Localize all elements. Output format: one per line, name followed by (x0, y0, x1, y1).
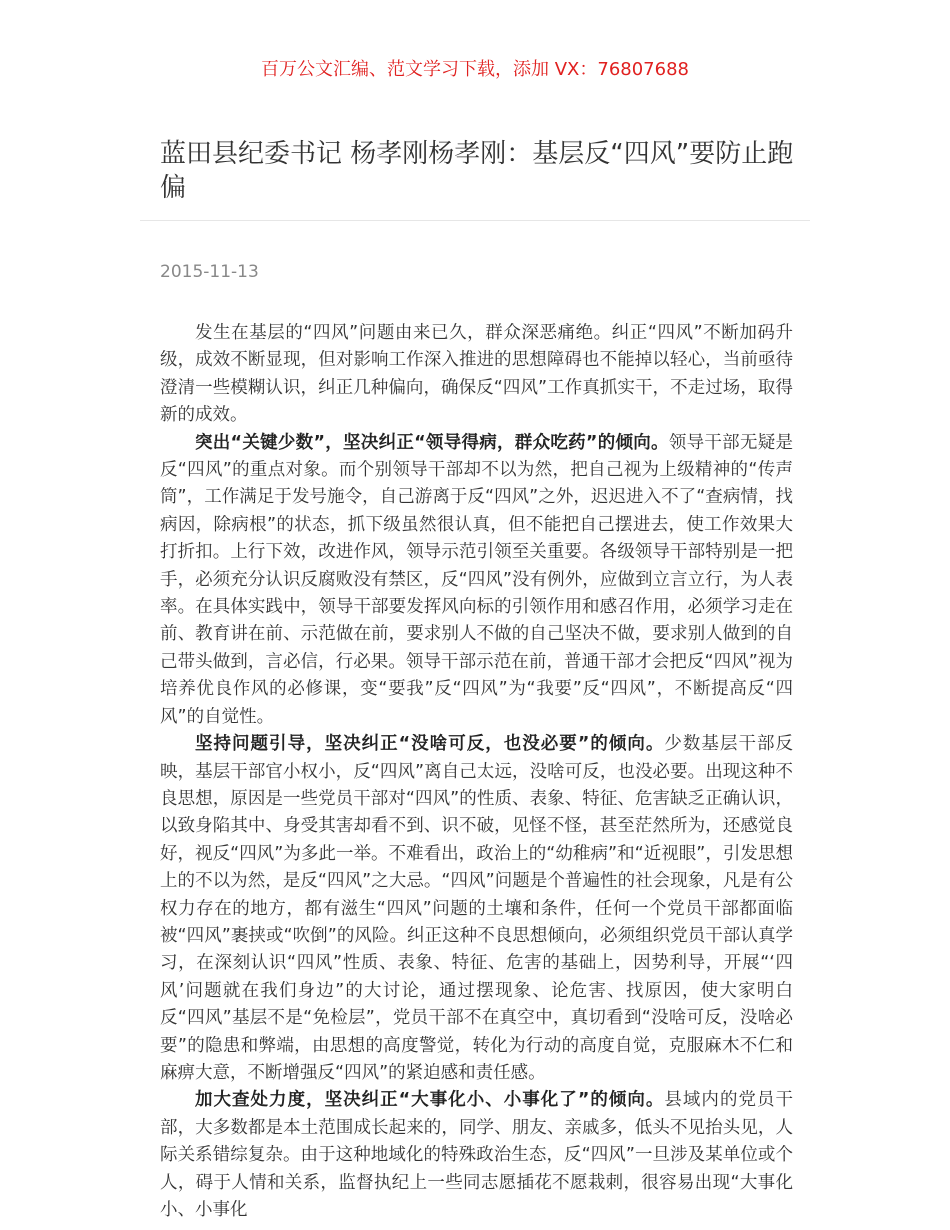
paragraph-text: 县域内的党员干部，大多数都是本土范围成长起来的，同学、朋友、亲戚多，低头不见抬头见，人际关系错综复杂。由于这种地域化的特殊政治生态，反“四风”一旦涉及某单位或个人，碍于人情和关系，监督执纪上一些同志愿插花不愿栽刺，很容易出现“大事化小、小事化 (160, 1090, 793, 1220)
paragraph-lead: 突出“关键少数”，坚决纠正“领导得病，群众吃药”的倾向。 (195, 432, 669, 453)
article-paragraph (160, 430, 793, 731)
paragraph-text: 发生在基层的“四风”问题由来已久，群众深恶痛绝。纠正“四风”不断加码升级，成效不断显现，但对影响工作深入推进的思想障碍也不能掉以轻心，当前亟待澄清一些模糊认识，纠正几种偏向，确保反“四风”工作真抓实干，不走过场，取得新的成效。 (160, 323, 793, 426)
article-body (160, 320, 793, 1224)
promo-banner: 百万公文汇编、范文学习下载，添加 VX：76807688 (261, 59, 689, 80)
article-paragraph (160, 1087, 793, 1224)
paragraph-text: 领导干部无疑是反“四风”的重点对象。而个别领导干部却不以为然，把自己视为上级精神的“传声筒”，工作满足于发号施令，自己游离于反“四风”之外，迟迟进入不了“查病情，找病因，除病根”的状态，抓下级虽然很认真，但不能把自己摆进去，使工作效果大打折扣。上行下效，改进作风，领导示范引领至关重要。各级领导干部特别是一把手，必须充分认识反腐败没有禁区，反“四风”没有例外，应做到立言立行，为人表率。在具体实践中，领导干部要发挥风向标的引领作用和感召作用，必须学习走在前、教育讲在前、示范做在前，要求别人不做的自己坚决不做，要求别人做到的自己带头做到，言必信，行必果。领导干部示范在前，普通干部才会把反“四风”视为培养优良作风的必修课，变“要我”反“四风”为“我要”反“四风”，不断提高反“四风”的自觉性。 (160, 432, 794, 727)
paragraph-lead: 坚持问题引导，坚决纠正“没啥可反，也没必要”的倾向。 (195, 734, 665, 755)
article-paragraph (160, 320, 793, 430)
article-paragraph (160, 731, 793, 1087)
article-date: 2015-11-13 (160, 262, 259, 282)
paragraph-text: 少数基层干部反映，基层干部官小权小，反“四风”离自己太远，没啥可反，也没必要。出现这种不良思想，原因是一些党员干部对“四风”的性质、表象、特征、危害缺乏正确认识，以致身陷其中、身受其害却看不到、识不破，见怪不怪，甚至茫然所为，还感觉良好，视反“四风”为多此一举。不难看出，政治上的“幼稚病”和“近视眼”，引发思想上的不以为然，是反“四风”之大忌。“四风”问题是个普遍性的社会现象，凡是有公权力存在的地方，都有滋生“四风”问题的土壤和条件，任何一个党员干部都面临被“四风”裹挟或“吹倒”的风险。纠正这种不良思想倾向，必须组织党员干部认真学习，在深刻认识“四风”性质、表象、特征、危害的基础上，因势利导，开展“‘四风’问题就在我们身边”的大讨论，通过摆现象、论危害、找原因，使大家明白反“四风”基层不是“免检层”，党员干部不在真空中，真切看到“没啥可反，没啥必要”的隐患和弊端，由思想的高度警觉，转化为行动的高度自觉，克服麻木不仁和麻痹大意，不断增强反“四风”的紧迫感和责任感。 (160, 734, 793, 1083)
article-title: 蓝田县纪委书记 杨孝刚杨孝刚：基层反“四风”要防止跑偏 (160, 139, 794, 203)
title-divider (140, 220, 810, 221)
paragraph-lead: 加大查处力度，坚决纠正“大事化小、小事化了”的倾向。 (195, 1090, 665, 1111)
